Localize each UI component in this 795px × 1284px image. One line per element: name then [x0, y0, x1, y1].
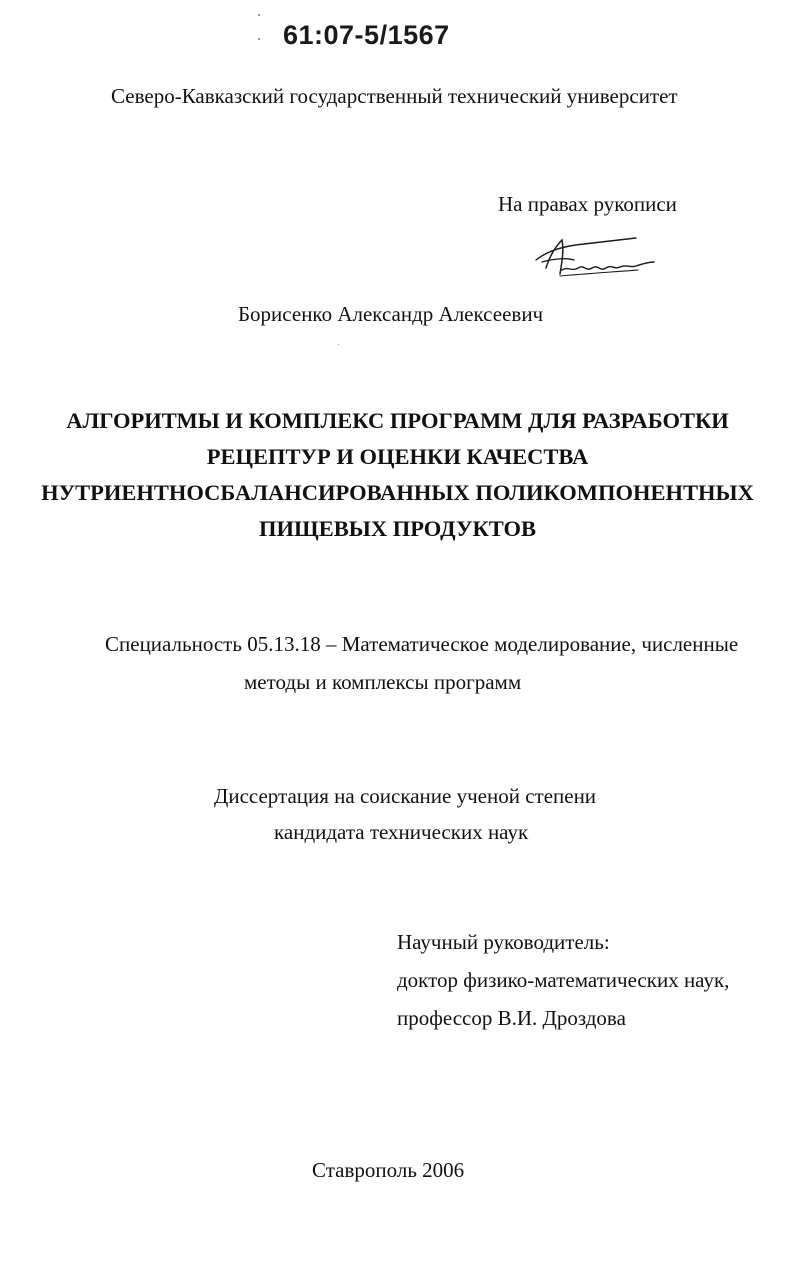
university-name: Северо-Кавказский государственный технический университет: [111, 84, 678, 108]
rights-note: На правах рукописи: [498, 192, 677, 216]
title-line: РЕЦЕПТУР И ОЦЕНКИ КАЧЕСТВА: [206, 444, 589, 469]
supervisor-label: Научный руководитель:: [397, 930, 610, 954]
specialty-line-1: Специальность 05.13.18 – Математическое моделирование, численные: [105, 632, 739, 656]
supervisor-name: профессор В.И. Дроздова: [397, 1006, 626, 1030]
dissertation-degree-line-2: кандидата технических наук: [274, 820, 529, 844]
scan-speck: [258, 14, 260, 16]
dissertation-degree-line-1: Диссертация на соискание ученой степени: [214, 784, 597, 808]
city-year: Ставрополь 2006: [312, 1158, 465, 1182]
author-name: Борисенко Александр Алексеевич: [238, 302, 544, 326]
specialty-line-2: методы и комплексы программ: [244, 670, 522, 694]
dissertation-title: [40, 403, 755, 547]
title-line: ПИЩЕВЫХ ПРОДУКТОВ: [259, 516, 536, 541]
catalog-number: 61:07-5/1567: [283, 20, 450, 50]
scan-speck: [258, 38, 260, 40]
title-line: АЛГОРИТМЫ И КОМПЛЕКС ПРОГРАММ ДЛЯ РАЗРАБОТКИ: [66, 408, 729, 433]
title-line: НУТРИЕНТНОСБАЛАНСИРОВАННЫХ ПОЛИКОМПОНЕНТНЫХ: [41, 480, 754, 505]
scan-speck: [338, 344, 339, 345]
supervisor-degree: доктор физико-математических наук,: [397, 968, 730, 992]
author-signature: [532, 232, 662, 289]
